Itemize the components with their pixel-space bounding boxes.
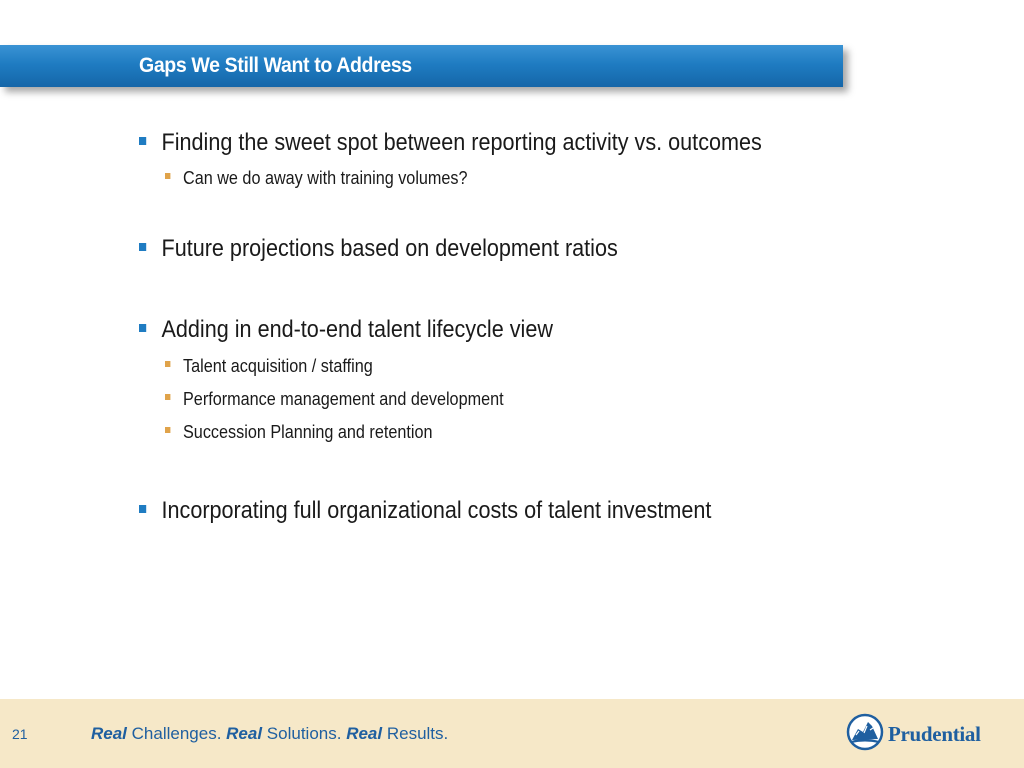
sub-bullet-text: Succession Planning and retention [183, 422, 433, 442]
sub-bullet-item [165, 356, 373, 377]
bullet-text: Future projections based on development ratios [161, 235, 618, 262]
square-bullet-icon [139, 137, 146, 145]
square-bullet-icon [165, 361, 170, 367]
tagline-results: Results. [382, 724, 449, 743]
square-bullet-icon [165, 394, 170, 400]
tagline-real-3: Real [346, 724, 383, 743]
square-bullet-icon [165, 427, 170, 433]
sub-bullet-item [165, 422, 432, 443]
bullet-item [139, 235, 618, 263]
sub-bullet-item [165, 389, 504, 410]
bullet-text: Adding in end-to-end talent lifecycle view [161, 316, 553, 343]
page-number: 21 [12, 726, 28, 742]
square-bullet-icon [139, 324, 146, 332]
square-bullet-icon [165, 173, 170, 179]
bullet-text: Incorporating full organizational costs of talent investment [161, 497, 712, 524]
tagline-challenges: Challenges. [126, 724, 227, 743]
sub-bullet-item [165, 168, 468, 189]
sub-bullet-text: Performance management and development [183, 389, 504, 409]
tagline-real-1: Real [91, 724, 127, 743]
logo-wordmark: Prudential [888, 722, 981, 746]
sub-bullet-text: Can we do away with training volumes? [183, 168, 468, 188]
bullet-item [139, 497, 711, 525]
sub-bullet-text: Talent acquisition / staffing [183, 356, 373, 376]
prudential-logo [846, 713, 996, 753]
footer [0, 699, 1024, 768]
bullet-item [139, 129, 762, 157]
square-bullet-icon [139, 243, 146, 251]
tagline-real-2: Real [226, 724, 263, 743]
tagline [91, 724, 448, 744]
slide-title: Gaps We Still Want to Address [139, 54, 412, 77]
square-bullet-icon [139, 505, 146, 513]
bullet-item [139, 316, 553, 344]
rock-of-gibraltar-icon [846, 713, 884, 751]
bullet-text: Finding the sweet spot between reporting activity vs. outcomes [161, 129, 762, 156]
tagline-solutions: Solutions. [262, 724, 347, 743]
